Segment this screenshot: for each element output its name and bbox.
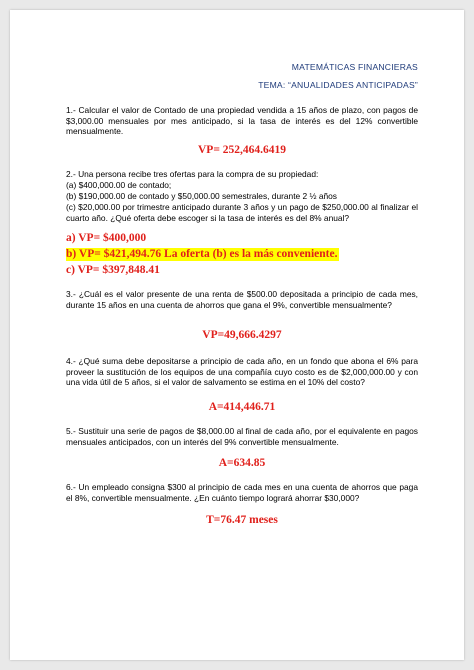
- document-page: [10, 10, 464, 660]
- problem-4-answer: A=414,446.71: [208, 401, 276, 413]
- problem-2-option-a: (a) $400,000.00 de contado;: [66, 180, 172, 190]
- problem-3-answer: VP=49,666.4297: [202, 329, 282, 341]
- problem-2-option-c: (c) $20,000.00 por trimestre anticipado durante 3 años y un pago de $250,000.00 al finalizar el cuarto año. ¿Qué oferta debe escoger si la tasa de interés es del 8% anual?: [66, 202, 418, 223]
- problem-6-text: 6.- Un empleado consigna $300 al principio de cada mes en una cuenta de ahorros que paga el 8%, convertible mensualmente. ¿En cuánto tiempo logrará ahorrar $30,000?: [66, 482, 418, 503]
- problem-2-answer-a: a) VP= $400,000: [66, 232, 147, 244]
- problem-6-answer: T=76.47 meses: [206, 514, 278, 526]
- subject-heading: MATEMÁTICAS FINANCIERAS: [291, 62, 418, 72]
- problem-2-text: 2.- Una persona recibe tres ofertas para la compra de su propiedad:: [66, 169, 319, 179]
- problem-2-answer-c: c) VP= $397,848.41: [66, 264, 160, 276]
- problem-5-text: 5.- Sustituir una serie de pagos de $8,000.00 al final de cada año, por el equivalente en pagos mensuales anticipados, con un interés del 9% convertible mensualmente.: [66, 426, 418, 447]
- problem-4-text: 4.- ¿Qué suma debe depositarse a principio de cada año, en un fondo que abona el 6% para proveer la sustitución de los equipos de una compañía cuyo costo es de $2,000,000.00 y con una vida útil de 5 años, si el valor de salvamento se estima en el 10% del costo?: [66, 356, 418, 388]
- problem-1-text: 1.- Calcular el valor de Contado de una propiedad vendida a 15 años de plazo, con pagos de $3,000.00 mensuales por mes anticipado, si la tasa de interés es del 12% convertible mensualmente.: [66, 105, 418, 137]
- problem-1-answer: VP= 252,464.6419: [197, 144, 286, 156]
- problem-3-text: 3.- ¿Cuál es el valor presente de una renta de $500.00 depositada a principio de cada mes, durante 15 años en una cuenta de ahorros que gana el 9%, convertible mensualmente?: [66, 289, 418, 310]
- problem-2-answer-b: b) VP= $421,494.76 La oferta (b) es la más conveniente.: [66, 248, 338, 260]
- problem-2-option-b: (b) $190,000.00 de contado y $50,000.00 semestrales, durante 2 ½ años: [66, 191, 337, 201]
- topic-heading: TEMA: “ANUALIDADES ANTICIPADAS”: [258, 80, 418, 90]
- problem-5-answer: A=634.85: [218, 457, 266, 469]
